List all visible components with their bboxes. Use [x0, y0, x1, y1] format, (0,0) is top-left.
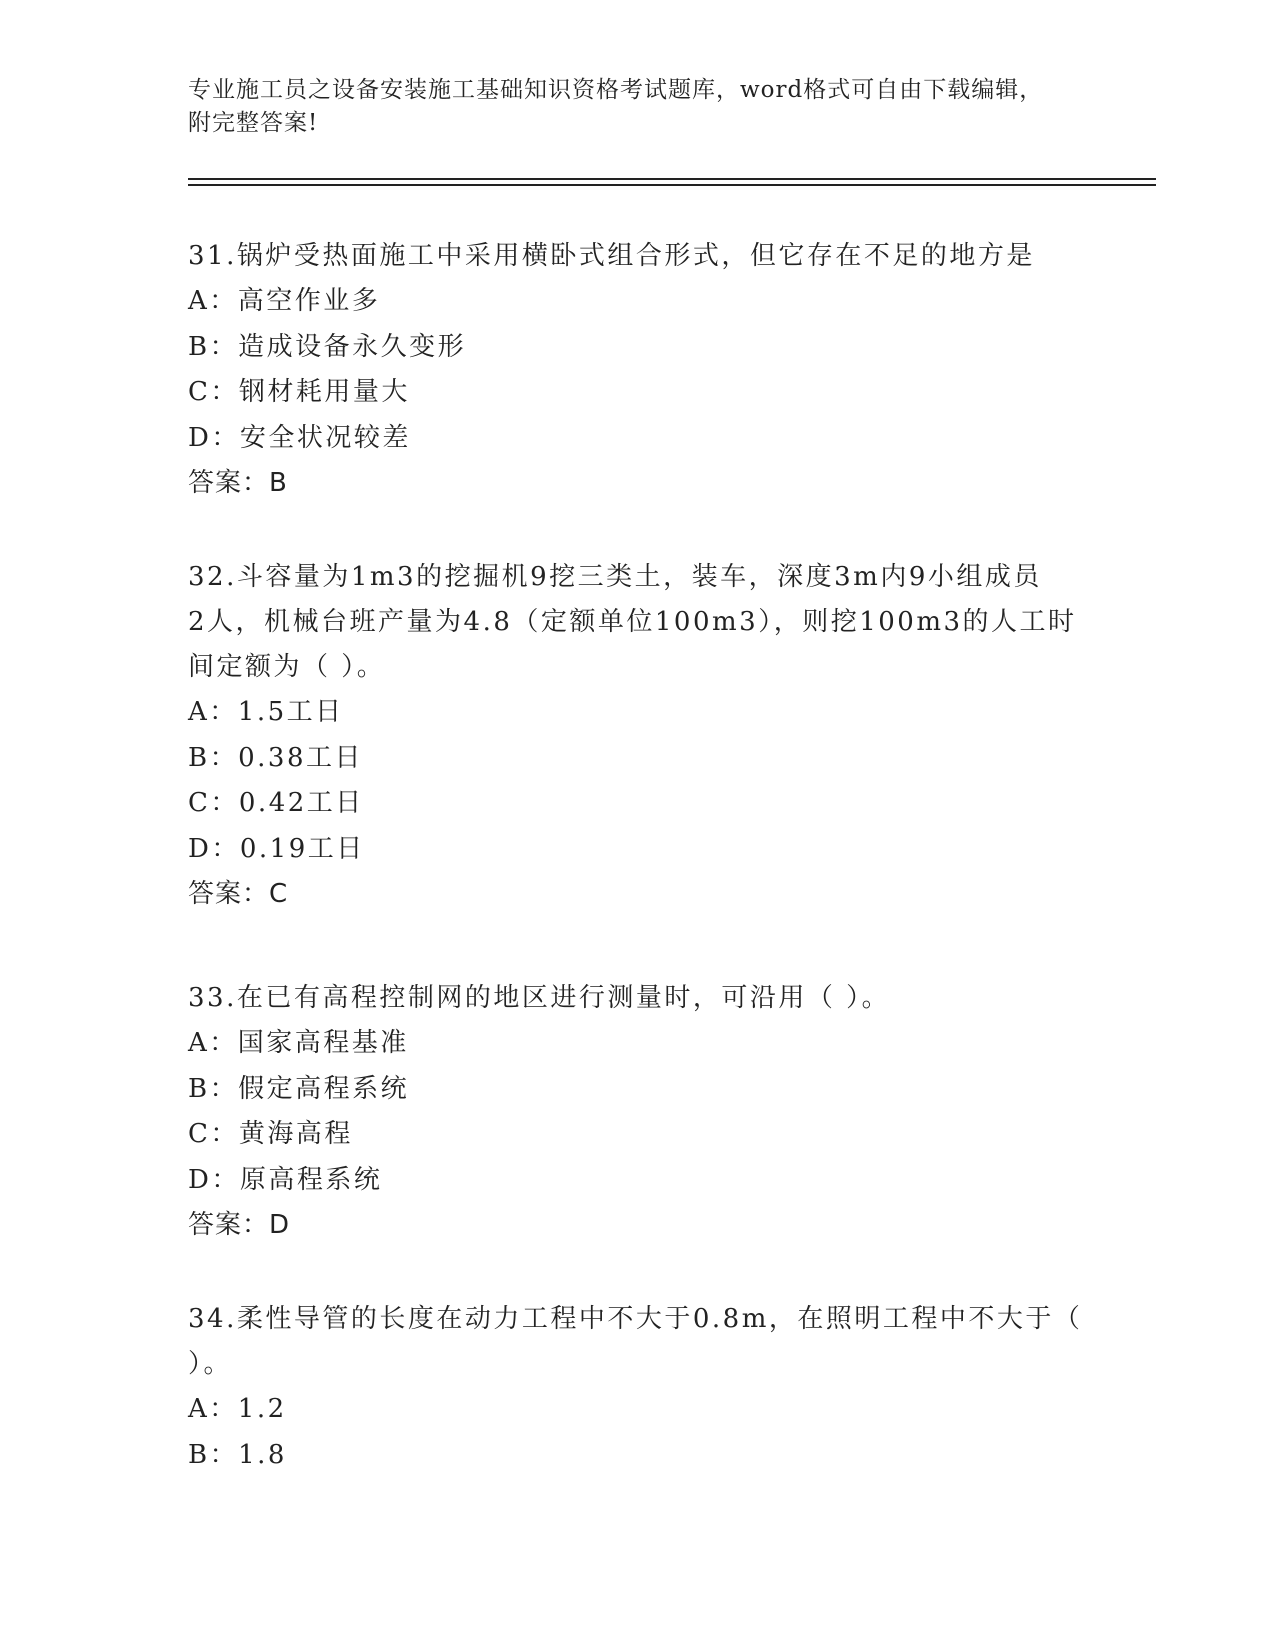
question-stem-line: 32.斗容量为1m3的挖掘机9挖三类土，装车，深度3m内9小组成员	[188, 562, 1042, 592]
answer: 答案：D	[188, 1210, 291, 1240]
question-stem-line: 34.柔性导管的长度在动力工程中不大于0.8m，在照明工程中不大于（	[188, 1304, 1083, 1334]
answer: 答案：B	[188, 468, 288, 498]
question-33	[188, 976, 1088, 1249]
question-stem-line: 间定额为（ ）。	[188, 652, 386, 682]
option-b: B：假定高程系统	[188, 1073, 410, 1104]
question-stem-line: 31.锅炉受热面施工中采用横卧式组合形式，但它存在不足的地方是	[188, 241, 1035, 271]
option-d: D：0.19工日	[188, 833, 365, 864]
option-a: A：1.5工日	[188, 697, 344, 727]
option-b: B：1.8	[188, 1439, 287, 1470]
option-c: C：黄海高程	[188, 1119, 353, 1149]
option-b: B：0.38工日	[188, 742, 363, 773]
option-a: A：高空作业多	[188, 286, 381, 316]
header-line-2: 附完整答案!	[188, 110, 319, 136]
question-32	[188, 555, 1088, 918]
option-d: D：原高程系统	[188, 1164, 383, 1195]
header-divider-top	[188, 178, 1156, 180]
question-stem-line: ）。	[188, 1349, 233, 1379]
option-c: C：0.42工日	[188, 788, 364, 818]
question-stem-line: 33.在已有高程控制网的地区进行测量时，可沿用（ ）。	[188, 983, 891, 1013]
option-a: A：国家高程基准	[188, 1028, 409, 1058]
answer: 答案：C	[188, 879, 289, 909]
document-header	[188, 74, 1088, 140]
question-stem-line: 2人，机械台班产量为4.8（定额单位100m3），则挖100m3的人工时	[188, 607, 1077, 637]
header-line-1: 专业施工员之设备安装施工基础知识资格考试题库，word格式可自由下载编辑，	[188, 77, 1044, 103]
option-c: C：钢材耗用量大	[188, 377, 410, 407]
question-34	[188, 1297, 1088, 1478]
option-b: B：造成设备永久变形	[188, 331, 467, 362]
question-31	[188, 234, 1088, 507]
option-d: D：安全状况较差	[188, 422, 411, 453]
option-a: A：1.2	[188, 1394, 287, 1424]
header-divider-bottom	[188, 184, 1156, 186]
